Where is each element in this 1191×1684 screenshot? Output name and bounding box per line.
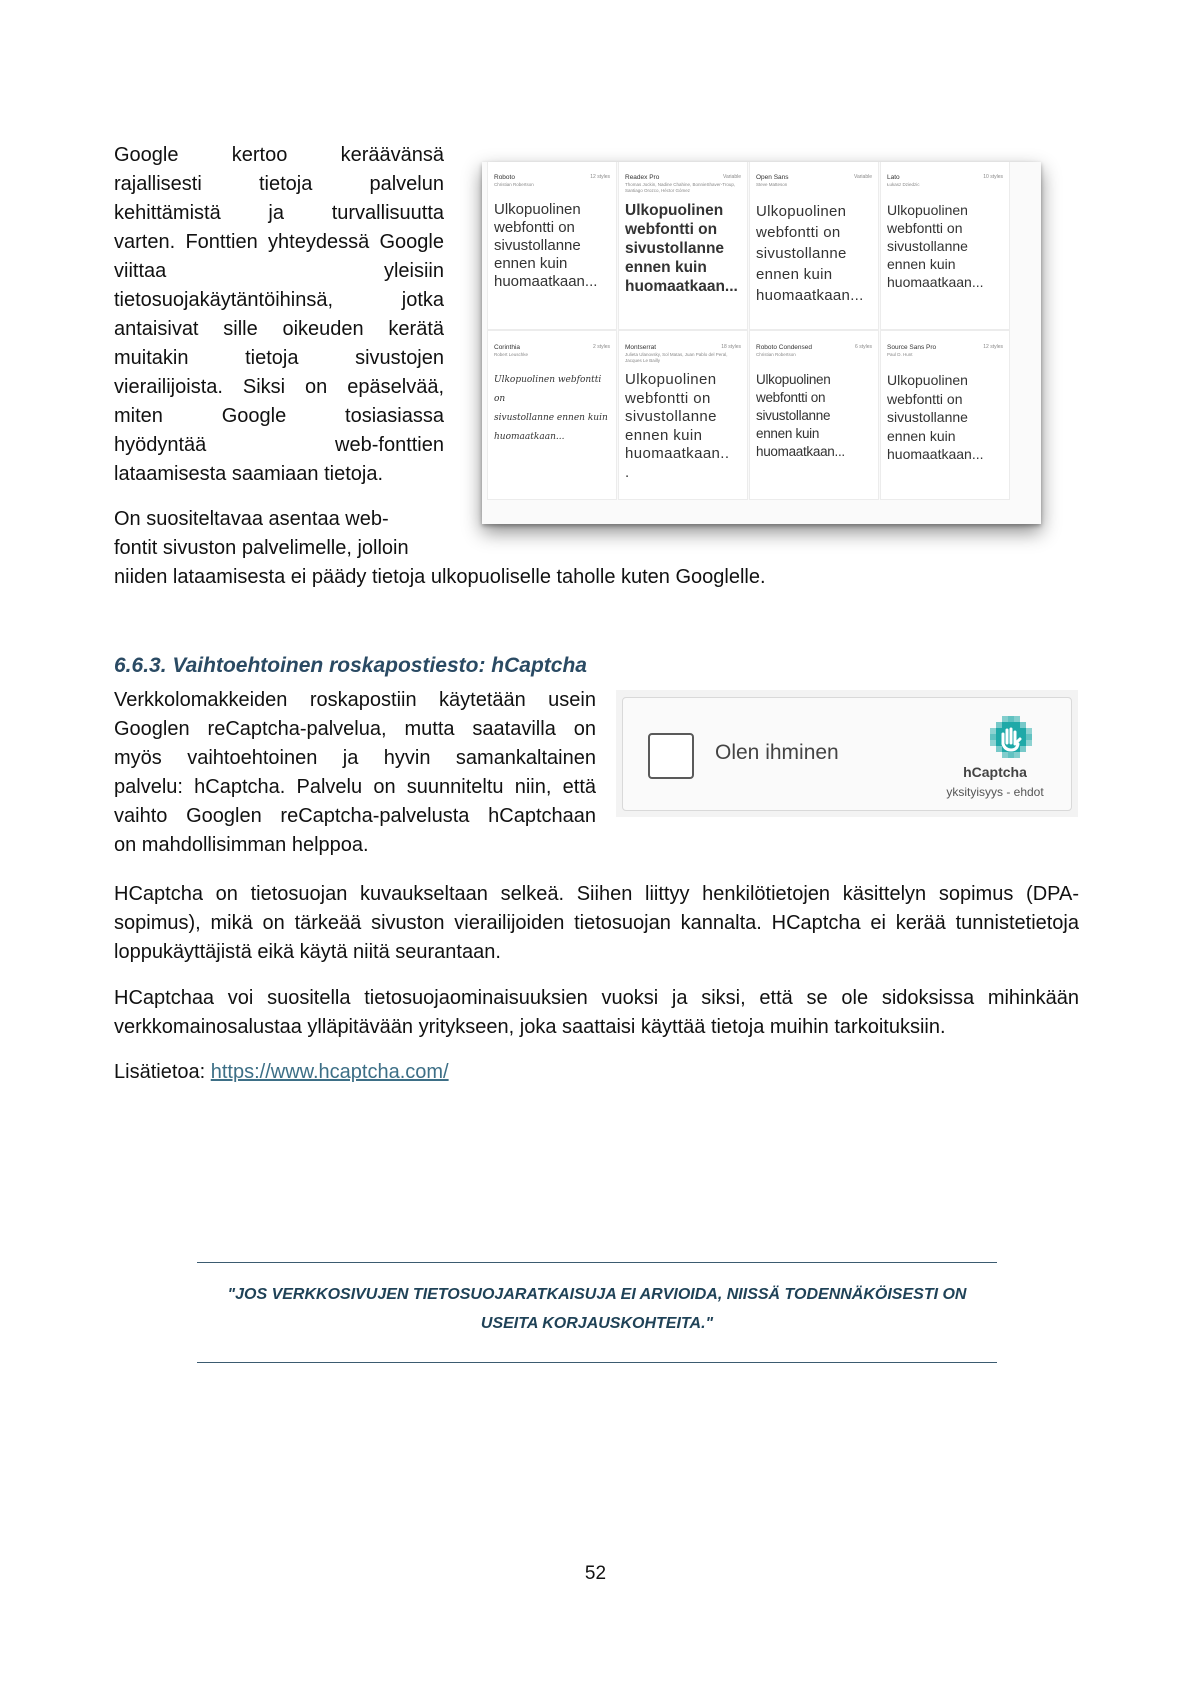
font-sample-line: sivustollanne <box>625 240 725 257</box>
font-sample-line: webfontti on <box>625 389 711 407</box>
font-card[interactable] <box>880 162 1010 330</box>
font-card-name: Readex Pro <box>625 174 660 181</box>
font-card-sample <box>494 201 612 291</box>
hcaptcha-logo-icon <box>988 716 1034 762</box>
font-sample-line: Ulkopuolinen <box>494 201 581 218</box>
font-sample-line: huomaatkaan... <box>494 432 565 442</box>
captcha-privacy-terms-links[interactable]: yksityisyys - ehdot <box>946 785 1044 799</box>
paragraph-line: vierailijoista. Siksi on epäselvää, <box>114 376 444 398</box>
hcaptcha-widget <box>622 697 1072 811</box>
paragraph-line: kehittämistä ja turvallisuutta <box>114 202 444 224</box>
font-sample-line: ennen kuin <box>625 259 707 276</box>
font-card[interactable] <box>487 162 617 330</box>
human-checkbox[interactable] <box>648 733 694 779</box>
font-card-author: Paul D. Hunt <box>887 352 913 357</box>
font-card-author: Christian Robertson <box>494 182 534 187</box>
font-card-name: Source Sans Pro <box>887 344 937 351</box>
font-sample-line: ennen kuin <box>756 266 833 283</box>
font-card[interactable] <box>749 330 879 500</box>
pull-quote-line-1: "JOS VERKKOSIVUJEN TIETOSUOJARATKAISUJA EI ARVIOIDA, NIISSÄ TODENNÄKÖISESTI ON <box>227 1286 967 1303</box>
font-sample-line: sivustollanne <box>494 237 581 254</box>
section-paragraph-2: HCaptcha on tietosuojan kuvaukseltaan selkeä. Siihen liittyy henkilötietojen käsittelyn sopimus (DPA-sopimus), mikä on tärkeää sivuston vierailijoiden tietosuojan kannalta. HCaptcha ei kerää tunnistetietoja loppukäyttäjistä eikä käytä niitä seurantaan. <box>114 883 1079 963</box>
font-card-sample <box>756 201 874 306</box>
font-sample-line: Ulkopuolinen <box>756 203 847 220</box>
font-card[interactable] <box>880 330 1010 500</box>
intro-p2-line: niiden lataamisesta ei päädy tietoja ulkopuoliselle taholle kuten Googlelle. <box>114 566 766 588</box>
paragraph-line: muitakin tietoja sivustojen <box>114 347 444 369</box>
font-sample-line: webfontti on <box>887 390 963 407</box>
font-card-sample <box>887 371 1005 464</box>
font-card-name: Open Sans <box>756 174 789 181</box>
font-sample-line: ennen kuin <box>494 255 568 272</box>
font-card-sample <box>887 201 1005 291</box>
font-card-styles: Variable <box>854 174 872 180</box>
font-card-name: Corinthia <box>494 344 521 351</box>
font-sample-line: webfontti on <box>756 390 826 405</box>
font-sample-line: sivustollanne ennen kuin <box>494 413 608 423</box>
font-card-styles: 2 styles <box>593 344 610 350</box>
font-card-styles: 12 styles <box>983 344 1003 350</box>
font-sample-line: sivustollanne <box>756 245 847 262</box>
quote-top-rule <box>197 1262 997 1263</box>
font-card-sample <box>756 371 874 461</box>
font-card[interactable] <box>618 330 748 500</box>
font-sample-line: ennen kuin <box>887 256 956 272</box>
font-card[interactable] <box>749 162 879 330</box>
font-card-name: Roboto Condensed <box>756 344 813 351</box>
font-sample-line: huomaatkaan... <box>625 278 738 295</box>
pull-quote <box>197 1280 997 1338</box>
captcha-brand: hCaptcha <box>963 764 1027 780</box>
font-card-sample <box>625 201 743 296</box>
font-sample-line: webfontti on <box>494 219 575 236</box>
font-sample-line: Ulkopuolinen <box>887 372 968 388</box>
font-card-author: Thomas Jockin, Nadine Chahine, BonnieShaver-Troup, Santiago Orozco, Héctor Gómez <box>625 182 736 193</box>
font-sample-line: ennen kuin <box>887 427 956 444</box>
paragraph-line: antaisivat sille oikeuden kerätä <box>114 318 444 340</box>
section-paragraph-1 <box>114 686 596 860</box>
font-sample-line: Ulkopuolinen <box>625 371 717 388</box>
font-card-name: Lato <box>887 174 900 181</box>
paragraph-line: tietosuojakäytäntöihinsä, jotka <box>114 289 444 311</box>
section-heading: 6.6.3. Vaihtoehtoinen roskapostiesto: hCaptcha <box>114 654 587 677</box>
font-sample-line: sivustollanne <box>887 238 968 254</box>
paragraph-line: viittaa yleisiin <box>114 260 444 282</box>
google-fonts-screenshot <box>482 162 1041 524</box>
font-card-styles: 18 styles <box>721 344 741 350</box>
font-card-styles: 12 styles <box>590 174 610 180</box>
font-sample-line: Ulkopuolinen <box>625 202 724 219</box>
font-sample-line: Ulkopuolinen <box>756 372 831 387</box>
font-card-author: Łukasz Dziedzic <box>887 182 920 187</box>
font-sample-line: webfontti on <box>756 224 841 241</box>
font-card-name: Montserrat <box>625 344 657 351</box>
font-card-name: Roboto <box>494 174 515 181</box>
font-sample-line: sivustollanne <box>756 408 831 423</box>
font-card[interactable] <box>487 330 617 500</box>
font-sample-line: sivustollanne <box>625 408 717 425</box>
font-sample-line: huomaatkaan... <box>756 444 845 459</box>
paragraph-line: Googlen reCaptcha-palvelua, mutta saatavilla on <box>114 718 596 740</box>
captcha-label: Olen ihminen <box>715 741 839 764</box>
font-card[interactable] <box>618 162 748 330</box>
font-sample-line: Ulkopuolinen <box>887 202 968 218</box>
font-sample-line: huomaatkaan... <box>887 446 984 462</box>
paragraph-line: rajallisesti tietoja palvelun <box>114 173 444 195</box>
font-sample-line: webfontti on <box>625 221 718 238</box>
font-card-styles: Variable <box>723 174 741 180</box>
pull-quote-line-2: USEITA KORJAUSKOHTEITA." <box>480 1315 714 1332</box>
font-sample-line: huomaatkaan... <box>494 273 598 290</box>
font-sample-line: ennen kuin <box>625 426 703 444</box>
more-info-label: Lisätietoa: <box>114 1061 211 1083</box>
paragraph-line: on mahdollisimman helppoa. <box>114 834 369 856</box>
quote-bottom-rule <box>197 1362 997 1363</box>
font-card-author: Julieta Ulanovsky, Sol Matas, Juan Pablo del Peral, Jacques Le Bailly <box>625 352 728 363</box>
paragraph-line: Verkkolomakkeiden roskapostiin käytetään usein <box>114 689 596 711</box>
paragraph-line: palvelu: hCaptcha. Palvelu on suunniteltu niin, että <box>114 776 596 798</box>
font-sample-line: huomaatkaan... <box>887 274 984 290</box>
font-card-sample <box>494 371 612 447</box>
paragraph-line: lataamisesta saamiaan tietoja. <box>114 463 384 485</box>
font-sample-line: huomaatkaan... <box>756 287 864 304</box>
font-card-styles: 6 styles <box>855 344 872 350</box>
font-sample-line: ennen kuin <box>756 426 820 441</box>
paragraph-line: hyödyntää web-fonttien <box>114 434 444 456</box>
font-card-author: Steve Matteson <box>756 182 788 187</box>
paragraph-line: Google kertoo keräävänsä <box>114 144 444 166</box>
font-card-sample <box>625 371 743 482</box>
font-sample-line: Ulkopuolinen webfontti on <box>494 375 602 404</box>
intro-p2-line: fontit sivuston palvelimelle, jolloin <box>114 537 409 559</box>
hcaptcha-link[interactable]: https://www.hcaptcha.com/ <box>210 1061 449 1083</box>
font-card-author: Robert Leuschke <box>494 352 529 357</box>
font-sample-line: webfontti on <box>887 220 963 236</box>
font-card-styles: 10 styles <box>983 174 1003 180</box>
font-card-author: Christian Robertson <box>756 352 796 357</box>
paragraph-line: myös vaihtoehtoinen ja hyvin samankaltainen <box>114 747 596 769</box>
intro-p2-line: On suositeltavaa asentaa web- <box>114 508 389 530</box>
section-paragraph-3: HCaptchaa voi suositella tietosuojaominaisuuksien vuoksi ja siksi, että se ole sidoksissa mihinkään verkkomainosalustaa ylläpitävään yritykseen, joka saattaisi käyttää tietoja muihin tarkoituksiin. <box>114 987 1079 1038</box>
font-sample-line: sivustollanne <box>887 409 968 425</box>
more-info-line <box>114 1058 814 1087</box>
font-sample-line: huomaatkaan.. <box>625 445 730 462</box>
font-sample-line: . <box>625 463 630 481</box>
paragraph-line: vaihto Googlen reCaptcha-palvelusta hCaptchaan <box>114 805 596 827</box>
intro-paragraph-1 <box>114 141 444 489</box>
paragraph-line: varten. Fonttien yhteydessä Google <box>114 231 444 253</box>
page-number: 52 <box>584 1563 607 1584</box>
paragraph-line: miten Google tosiasiassa <box>114 405 444 427</box>
